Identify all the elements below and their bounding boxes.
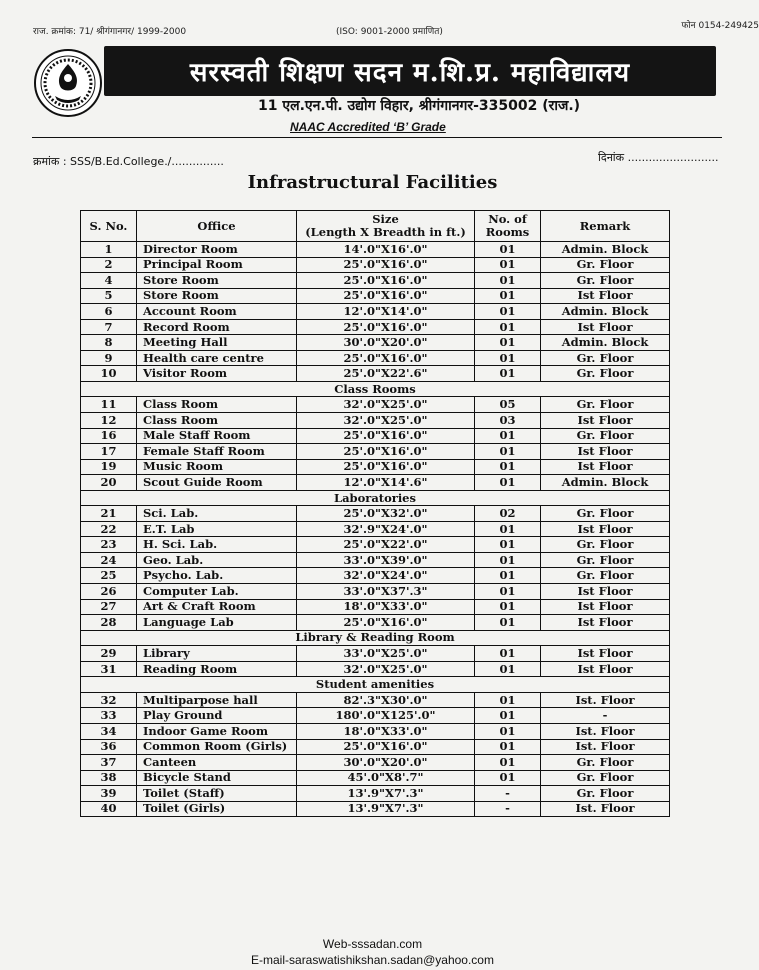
cell-rooms: 01 bbox=[475, 708, 541, 724]
cell-office: Health care centre bbox=[137, 350, 297, 366]
cell-rooms: 03 bbox=[475, 413, 541, 429]
cell-rooms: 05 bbox=[475, 397, 541, 413]
header-sno: S. No. bbox=[81, 211, 137, 242]
cell-remark: Gr. Floor bbox=[541, 273, 670, 289]
cell-rooms: 01 bbox=[475, 257, 541, 273]
table-row bbox=[81, 537, 670, 553]
cell-remark: Admin. Block bbox=[541, 304, 670, 320]
table-row bbox=[81, 692, 670, 708]
cell-rooms: 01 bbox=[475, 646, 541, 662]
cell-size: 25'.0"X16'.0" bbox=[297, 459, 475, 475]
cell-office: H. Sci. Lab. bbox=[137, 537, 297, 553]
cell-sno: 6 bbox=[81, 304, 137, 320]
cell-office: Common Room (Girls) bbox=[137, 739, 297, 755]
table-row bbox=[81, 242, 670, 258]
cell-office: Psycho. Lab. bbox=[137, 568, 297, 584]
cell-size: 32'.0"X24'.0" bbox=[297, 568, 475, 584]
cell-size: 32'.0"X25'.0" bbox=[297, 661, 475, 677]
header-size-line2: (Length X Breadth in ft.) bbox=[305, 225, 466, 239]
table-row bbox=[81, 413, 670, 429]
cell-sno: 16 bbox=[81, 428, 137, 444]
cell-sno: 22 bbox=[81, 521, 137, 537]
cell-remark: Gr. Floor bbox=[541, 506, 670, 522]
cell-office: Meeting Hall bbox=[137, 335, 297, 351]
cell-office: Language Lab bbox=[137, 615, 297, 631]
cell-sno: 33 bbox=[81, 708, 137, 724]
section-heading-row bbox=[81, 490, 670, 506]
cell-rooms: 01 bbox=[475, 475, 541, 491]
cell-rooms: 01 bbox=[475, 770, 541, 786]
table-header-row bbox=[81, 211, 670, 242]
cell-size: 25'.0"X16'.0" bbox=[297, 444, 475, 460]
cell-remark: Admin. Block bbox=[541, 242, 670, 258]
cell-rooms: 01 bbox=[475, 584, 541, 600]
cell-office: Director Room bbox=[137, 242, 297, 258]
cell-size: 14'.0"X16'.0" bbox=[297, 242, 475, 258]
cell-size: 25'.0"X22'.6" bbox=[297, 366, 475, 382]
footer-website: Web-sssadan.com bbox=[322, 937, 423, 951]
table-row bbox=[81, 428, 670, 444]
cell-sno: 40 bbox=[81, 801, 137, 817]
cell-size: 25'.0"X16'.0" bbox=[297, 350, 475, 366]
cell-remark: Gr. Floor bbox=[541, 568, 670, 584]
table-row bbox=[81, 584, 670, 600]
table-row bbox=[81, 755, 670, 771]
cell-sno: 27 bbox=[81, 599, 137, 615]
cell-sno: 9 bbox=[81, 350, 137, 366]
header-rooms bbox=[475, 211, 541, 242]
table-row bbox=[81, 786, 670, 802]
cell-size: 25'.0"X16'.0" bbox=[297, 739, 475, 755]
cell-remark: Gr. Floor bbox=[541, 770, 670, 786]
header-remark: Remark bbox=[541, 211, 670, 242]
cell-rooms: 01 bbox=[475, 615, 541, 631]
cell-rooms: 01 bbox=[475, 335, 541, 351]
cell-rooms: 01 bbox=[475, 444, 541, 460]
cell-rooms: 01 bbox=[475, 537, 541, 553]
header-divider bbox=[32, 137, 722, 138]
cell-office: Toilet (Girls) bbox=[137, 801, 297, 817]
cell-rooms: 01 bbox=[475, 273, 541, 289]
header-size bbox=[297, 211, 475, 242]
cell-size: 25'.0"X16'.0" bbox=[297, 288, 475, 304]
cell-office: Male Staff Room bbox=[137, 428, 297, 444]
cell-office: Account Room bbox=[137, 304, 297, 320]
cell-size: 13'.9"X7'.3" bbox=[297, 786, 475, 802]
cell-sno: 37 bbox=[81, 755, 137, 771]
cell-office: Toilet (Staff) bbox=[137, 786, 297, 802]
cell-size: 45'.0"X8'.7" bbox=[297, 770, 475, 786]
cell-remark: Ist Floor bbox=[541, 444, 670, 460]
cell-size: 82'.3"X30'.0" bbox=[297, 692, 475, 708]
cell-sno: 7 bbox=[81, 319, 137, 335]
cell-remark: Ist Floor bbox=[541, 615, 670, 631]
cell-rooms: 01 bbox=[475, 459, 541, 475]
cell-remark: Ist Floor bbox=[541, 599, 670, 615]
cell-office: Female Staff Room bbox=[137, 444, 297, 460]
table-row bbox=[81, 273, 670, 289]
cell-office: Class Room bbox=[137, 397, 297, 413]
cell-size: 13'.9"X7'.3" bbox=[297, 801, 475, 817]
table-row bbox=[81, 506, 670, 522]
cell-rooms: 01 bbox=[475, 350, 541, 366]
cell-remark: Ist Floor bbox=[541, 584, 670, 600]
section-heading-row bbox=[81, 630, 670, 646]
cell-office: Visitor Room bbox=[137, 366, 297, 382]
cell-rooms: 02 bbox=[475, 506, 541, 522]
table-row bbox=[81, 257, 670, 273]
table-row bbox=[81, 739, 670, 755]
cell-size: 25'.0"X16'.0" bbox=[297, 257, 475, 273]
cell-remark: Ist. Floor bbox=[541, 801, 670, 817]
cell-office: Geo. Lab. bbox=[137, 552, 297, 568]
cell-rooms: 01 bbox=[475, 304, 541, 320]
cell-rooms: - bbox=[475, 801, 541, 817]
cell-sno: 23 bbox=[81, 537, 137, 553]
table-row bbox=[81, 708, 670, 724]
date-field: दिनांक .......................... bbox=[598, 151, 719, 164]
cell-remark: Ist Floor bbox=[541, 661, 670, 677]
cell-sno: 38 bbox=[81, 770, 137, 786]
cell-size: 32'.9"X24'.0" bbox=[297, 521, 475, 537]
cell-sno: 29 bbox=[81, 646, 137, 662]
cell-office: Multiparpose hall bbox=[137, 692, 297, 708]
cell-size: 18'.0"X33'.0" bbox=[297, 599, 475, 615]
cell-remark: Ist Floor bbox=[541, 319, 670, 335]
table-row bbox=[81, 444, 670, 460]
cell-size: 12'.0"X14'.6" bbox=[297, 475, 475, 491]
cell-remark: Ist Floor bbox=[541, 646, 670, 662]
cell-sno: 34 bbox=[81, 723, 137, 739]
cell-remark: Gr. Floor bbox=[541, 552, 670, 568]
header-rooms-line1: No. of bbox=[488, 212, 527, 226]
table-row bbox=[81, 615, 670, 631]
cell-sno: 26 bbox=[81, 584, 137, 600]
cell-sno: 1 bbox=[81, 242, 137, 258]
cell-remark: Ist Floor bbox=[541, 413, 670, 429]
header-office: Office bbox=[137, 211, 297, 242]
phone-number: फोन 0154-249425 bbox=[681, 21, 759, 31]
page-title: Infrastructural Facilities bbox=[247, 172, 498, 193]
cell-rooms: 01 bbox=[475, 552, 541, 568]
cell-remark: Gr. Floor bbox=[541, 350, 670, 366]
cell-rooms: 01 bbox=[475, 599, 541, 615]
cell-size: 18'.0"X33'.0" bbox=[297, 723, 475, 739]
cell-size: 30'.0"X20'.0" bbox=[297, 335, 475, 351]
college-emblem-icon bbox=[33, 48, 103, 118]
cell-rooms: 01 bbox=[475, 428, 541, 444]
cell-sno: 31 bbox=[81, 661, 137, 677]
cell-remark: Gr. Floor bbox=[541, 397, 670, 413]
cell-office: E.T. Lab bbox=[137, 521, 297, 537]
cell-remark: Gr. Floor bbox=[541, 537, 670, 553]
cell-remark: Gr. Floor bbox=[541, 366, 670, 382]
table-row bbox=[81, 801, 670, 817]
cell-sno: 24 bbox=[81, 552, 137, 568]
cell-office: Computer Lab. bbox=[137, 584, 297, 600]
section-heading: Library & Reading Room bbox=[81, 630, 670, 646]
section-heading-row bbox=[81, 381, 670, 397]
registration-number: राज. क्रमांक: 71/ श्रीगंगानगर/ 1999-2000 bbox=[33, 27, 187, 37]
college-name: सरस्वती शिक्षण सदन म.शि.प्र. महाविद्यालय bbox=[189, 58, 631, 88]
cell-remark: Gr. Floor bbox=[541, 786, 670, 802]
footer-email: E-mail-saraswatishikshan.sadan@yahoo.com bbox=[251, 953, 494, 967]
cell-office: Class Room bbox=[137, 413, 297, 429]
cell-office: Principal Room bbox=[137, 257, 297, 273]
cell-sno: 2 bbox=[81, 257, 137, 273]
cell-size: 12'.0"X14'.0" bbox=[297, 304, 475, 320]
header-size-line1: Size bbox=[372, 212, 399, 226]
naac-accreditation: NAAC Accredited ‘B’ Grade bbox=[290, 120, 446, 134]
cell-size: 33'.0"X25'.0" bbox=[297, 646, 475, 662]
section-heading: Class Rooms bbox=[81, 381, 670, 397]
table-row bbox=[81, 475, 670, 491]
cell-remark: Gr. Floor bbox=[541, 428, 670, 444]
cell-office: Record Room bbox=[137, 319, 297, 335]
cell-remark: Gr. Floor bbox=[541, 257, 670, 273]
cell-sno: 32 bbox=[81, 692, 137, 708]
cell-size: 25'.0"X16'.0" bbox=[297, 273, 475, 289]
table-row bbox=[81, 366, 670, 382]
cell-sno: 39 bbox=[81, 786, 137, 802]
table-row bbox=[81, 350, 670, 366]
cell-size: 32'.0"X25'.0" bbox=[297, 413, 475, 429]
college-address: 11 एल.एन.पी. उद्योग विहार, श्रीगंगानगर-335002 (राज.) bbox=[258, 98, 581, 114]
table-body bbox=[81, 242, 670, 817]
cell-sno: 19 bbox=[81, 459, 137, 475]
cell-sno: 20 bbox=[81, 475, 137, 491]
cell-rooms: 01 bbox=[475, 288, 541, 304]
cell-remark: - bbox=[541, 708, 670, 724]
cell-rooms: 01 bbox=[475, 723, 541, 739]
cell-remark: Ist. Floor bbox=[541, 723, 670, 739]
cell-size: 33'.0"X37'.3" bbox=[297, 584, 475, 600]
cell-size: 25'.0"X16'.0" bbox=[297, 319, 475, 335]
cell-size: 30'.0"X20'.0" bbox=[297, 755, 475, 771]
cell-rooms: 01 bbox=[475, 366, 541, 382]
iso-certification: (ISO: 9001-2000 प्रमाणित) bbox=[336, 27, 443, 37]
table-row bbox=[81, 319, 670, 335]
cell-sno: 12 bbox=[81, 413, 137, 429]
cell-office: Music Room bbox=[137, 459, 297, 475]
cell-sno: 28 bbox=[81, 615, 137, 631]
cell-rooms: 01 bbox=[475, 319, 541, 335]
reference-number: क्रमांक : SSS/B.Ed.College./............... bbox=[33, 155, 224, 168]
table-row bbox=[81, 770, 670, 786]
header-rooms-line2: Rooms bbox=[485, 225, 530, 239]
cell-office: Reading Room bbox=[137, 661, 297, 677]
cell-sno: 4 bbox=[81, 273, 137, 289]
cell-sno: 25 bbox=[81, 568, 137, 584]
cell-sno: 17 bbox=[81, 444, 137, 460]
cell-office: Scout Guide Room bbox=[137, 475, 297, 491]
cell-rooms: 01 bbox=[475, 755, 541, 771]
cell-size: 33'.0"X39'.0" bbox=[297, 552, 475, 568]
cell-rooms: 01 bbox=[475, 692, 541, 708]
cell-office: Art & Craft Room bbox=[137, 599, 297, 615]
cell-office: Indoor Game Room bbox=[137, 723, 297, 739]
cell-sno: 10 bbox=[81, 366, 137, 382]
section-heading-row bbox=[81, 677, 670, 693]
cell-rooms: 01 bbox=[475, 739, 541, 755]
cell-remark: Ist Floor bbox=[541, 288, 670, 304]
table-row bbox=[81, 335, 670, 351]
cell-sno: 5 bbox=[81, 288, 137, 304]
section-heading: Laboratories bbox=[81, 490, 670, 506]
cell-remark: Ist. Floor bbox=[541, 692, 670, 708]
cell-office: Store Room bbox=[137, 288, 297, 304]
cell-rooms: - bbox=[475, 786, 541, 802]
cell-office: Bicycle Stand bbox=[137, 770, 297, 786]
table-row bbox=[81, 599, 670, 615]
facilities-table bbox=[80, 210, 670, 817]
table-row bbox=[81, 568, 670, 584]
cell-office: Play Ground bbox=[137, 708, 297, 724]
cell-size: 25'.0"X16'.0" bbox=[297, 615, 475, 631]
cell-office: Sci. Lab. bbox=[137, 506, 297, 522]
cell-size: 32'.0"X25'.0" bbox=[297, 397, 475, 413]
cell-rooms: 01 bbox=[475, 568, 541, 584]
cell-rooms: 01 bbox=[475, 242, 541, 258]
table-row bbox=[81, 723, 670, 739]
table-row bbox=[81, 646, 670, 662]
cell-remark: Ist. Floor bbox=[541, 739, 670, 755]
cell-sno: 21 bbox=[81, 506, 137, 522]
cell-remark: Admin. Block bbox=[541, 475, 670, 491]
table-row bbox=[81, 288, 670, 304]
cell-size: 25'.0"X16'.0" bbox=[297, 428, 475, 444]
cell-size: 25'.0"X22'.0" bbox=[297, 537, 475, 553]
table-row bbox=[81, 552, 670, 568]
cell-sno: 36 bbox=[81, 739, 137, 755]
cell-rooms: 01 bbox=[475, 521, 541, 537]
table-row bbox=[81, 521, 670, 537]
table-row bbox=[81, 304, 670, 320]
cell-office: Store Room bbox=[137, 273, 297, 289]
college-name-banner bbox=[104, 46, 716, 96]
cell-rooms: 01 bbox=[475, 661, 541, 677]
cell-office: Library bbox=[137, 646, 297, 662]
table-row bbox=[81, 459, 670, 475]
cell-size: 25'.0"X32'.0" bbox=[297, 506, 475, 522]
cell-remark: Ist Floor bbox=[541, 459, 670, 475]
cell-remark: Admin. Block bbox=[541, 335, 670, 351]
table-row bbox=[81, 661, 670, 677]
cell-sno: 8 bbox=[81, 335, 137, 351]
cell-remark: Ist Floor bbox=[541, 521, 670, 537]
cell-size: 180'.0"X125'.0" bbox=[297, 708, 475, 724]
cell-remark: Gr. Floor bbox=[541, 755, 670, 771]
cell-sno: 11 bbox=[81, 397, 137, 413]
table-row bbox=[81, 397, 670, 413]
cell-office: Canteen bbox=[137, 755, 297, 771]
section-heading: Student amenities bbox=[81, 677, 670, 693]
